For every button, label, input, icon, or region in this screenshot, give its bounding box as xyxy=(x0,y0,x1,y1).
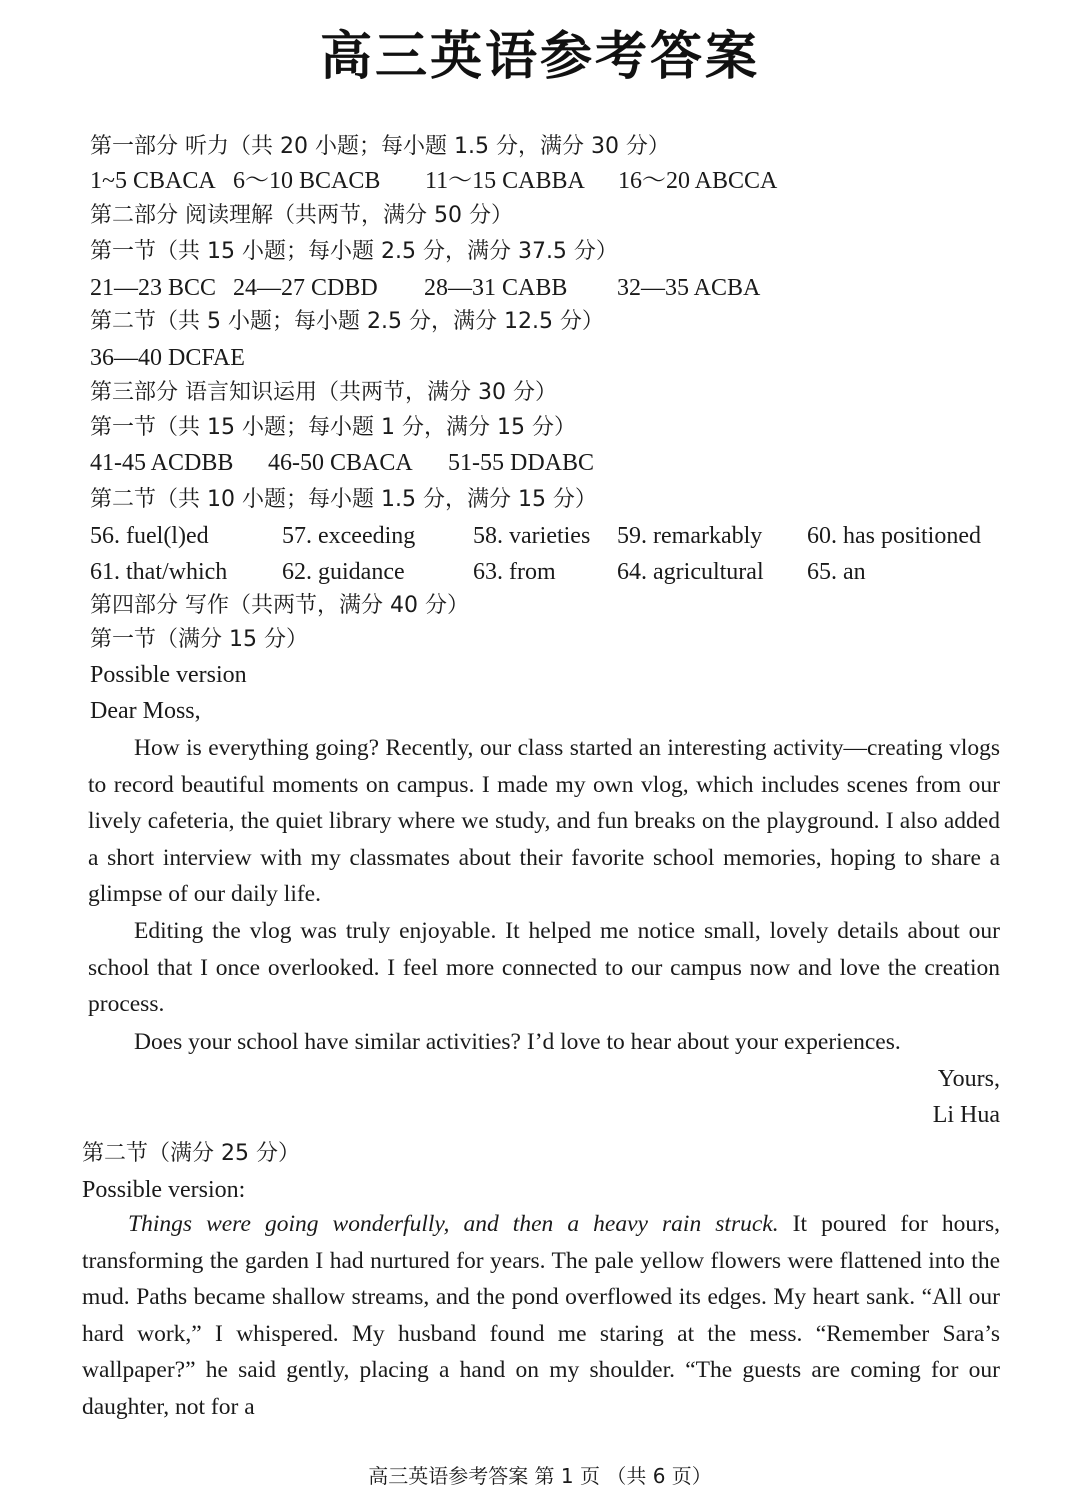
answer-item: 60. has positioned xyxy=(807,523,981,549)
answer-group: 16～20 ABCCA xyxy=(618,168,778,194)
story-opening-sentence: Things were going wonderfully, and then a heavy rain struck. xyxy=(128,1211,779,1237)
answer-item: 63. from xyxy=(473,559,556,585)
part4-header: 第四部分 写作（共两节，满分 40 分） xyxy=(90,593,469,618)
letter-paragraph: Editing the vlog was truly enjoyable. It helped me notice small, lovely details about our school that I once overlooked. I feel more connected to our campus now and love the creation process. xyxy=(88,918,1000,1017)
story-continuation: It poured for hours, transforming the garden I had nurtured for years. The pale yellow flowers were flattened into the mud. Paths became shallow streams, and the pond overflowed its edges. My heart sank. “All our hard work,” I whispered. My husband found me staring at the mess. “Remember Sara’s wallpaper?” he said gently, placing a hand on my shoulder. “The guests are coming for our daughter, not for a xyxy=(82,1211,1001,1420)
answer-group: 32—35 ACBA xyxy=(617,275,761,301)
answer-item: 59. remarkably xyxy=(617,523,763,549)
letter-salutation: Dear Moss, xyxy=(90,698,201,724)
answer-group: 51-55 DDABC xyxy=(448,450,595,476)
version-label: Possible version: xyxy=(82,1177,246,1203)
answer-group: 6～10 BCACB xyxy=(233,168,381,194)
page-title: 高三英语参考答案 xyxy=(319,27,760,87)
part3-header: 第三部分 语言知识运用（共两节，满分 30 分） xyxy=(90,380,557,405)
answer-item: 62. guidance xyxy=(282,559,405,585)
answer-item: 58. varieties xyxy=(473,523,591,549)
answer-group: 41-45 ACDBB xyxy=(90,450,234,476)
part3-section2-header: 第二节（共 10 小题；每小题 1.5 分，满分 15 分） xyxy=(90,487,597,512)
answer-item: 61. that/which xyxy=(90,559,228,585)
answer-item: 64. agricultural xyxy=(617,559,764,585)
part2-section1-header: 第一节（共 15 小题；每小题 2.5 分，满分 37.5 分） xyxy=(90,239,618,264)
part4-section2-header: 第二节（满分 25 分） xyxy=(82,1141,300,1166)
answer-group: 1~5 CBACA xyxy=(90,168,216,194)
version-label: Possible version xyxy=(90,662,247,688)
part4-section1-header: 第一节（满分 15 分） xyxy=(90,627,308,652)
part2-header: 第二部分 阅读理解（共两节，满分 50 分） xyxy=(90,203,513,228)
letter-paragraph: How is everything going? Recently, our class started an interesting activity—creating vlogs to record beautiful moments on campus. I made my own vlog, which includes scenes from our lively cafeteria, the quiet library where we study, and fun breaks on the playground. I also added a short interview with my classmates about their favorite school memories, hoping to share a glimpse of our daily life. xyxy=(88,735,1000,907)
letter-paragraph: Does your school have similar activities? I’d love to hear about your experiences. xyxy=(134,1029,901,1055)
part1-header: 第一部分 听力（共 20 小题；每小题 1.5 分，满分 30 分） xyxy=(90,134,670,159)
letter-signature: Li Hua xyxy=(932,1102,1000,1128)
answer-item: 65. an xyxy=(807,559,866,585)
answer-group: 46-50 CBACA xyxy=(268,450,413,476)
letter-closing: Yours, xyxy=(937,1066,1000,1092)
answer-item: 57. exceeding xyxy=(282,523,416,549)
answer-group: 28—31 CABB xyxy=(424,275,568,301)
part2-section2-header: 第二节（共 5 小题；每小题 2.5 分，满分 12.5 分） xyxy=(90,309,604,334)
answer-group: 24—27 CDBD xyxy=(233,275,378,301)
page-footer: 高三英语参考答案 第 1 页 （共 6 页） xyxy=(368,1464,712,1488)
answer-group: 36—40 DCFAE xyxy=(90,345,245,371)
answer-group: 11～15 CABBA xyxy=(425,168,585,194)
answer-group: 21—23 BCC xyxy=(90,275,217,301)
answer-item: 56. fuel(l)ed xyxy=(90,523,209,549)
story-paragraph xyxy=(82,1206,1000,1425)
part3-section1-header: 第一节（共 15 小题；每小题 1 分，满分 15 分） xyxy=(90,415,576,440)
